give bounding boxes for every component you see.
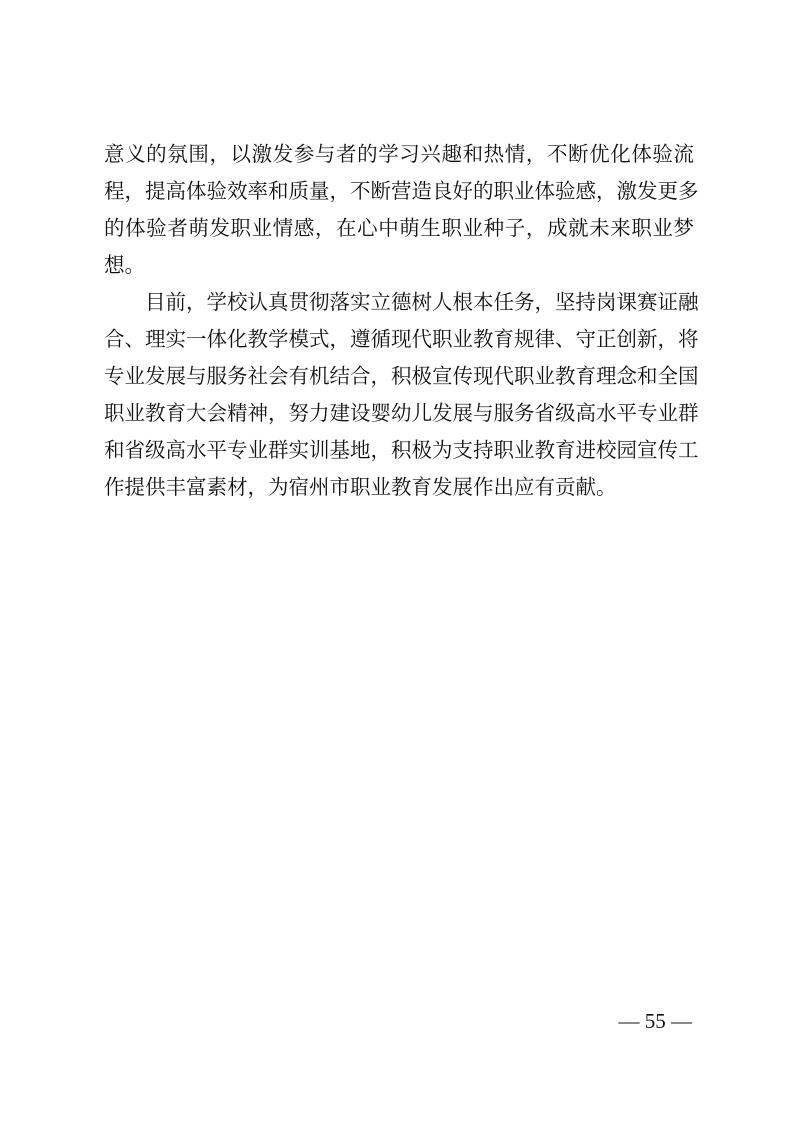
paragraph-1-line-4: 想。 xyxy=(104,253,145,277)
paragraph-1 xyxy=(104,136,699,284)
paragraph-2-line-2: 合、理实一体化教学模式，遵循现代职业教育规律、守正创新，将 xyxy=(104,327,699,351)
paragraph-2-line-1: 目前，学校认真贯彻落实立德树人根本任务，坚持岗课赛证融 xyxy=(145,290,699,314)
paragraph-2-line-4: 职业教育大会精神，努力建设婴幼儿发展与服务省级高水平专业群 xyxy=(104,401,699,425)
paragraph-2-line-3: 专业发展与服务社会有机结合，积极宣传现代职业教育理念和全国 xyxy=(104,364,699,388)
paragraph-1-line-2: 程，提高体验效率和质量，不断营造良好的职业体验感，激发更多 xyxy=(104,179,699,203)
page-number: — 55 — xyxy=(618,1009,692,1033)
paragraph-1-line-3: 的体验者萌发职业情感，在心中萌生职业种子，成就未来职业梦 xyxy=(104,216,694,240)
paragraph-2-line-5: 和省级高水平专业群实训基地，积极为支持职业教育进校园宣传工 xyxy=(104,438,699,462)
paragraph-2-line-6: 作提供丰富素材，为宿州市职业教育发展作出应有贡献。 xyxy=(104,475,617,499)
paragraph-1-line-1: 意义的氛围，以激发参与者的学习兴趣和热情，不断优化体验流 xyxy=(104,142,694,166)
paragraph-2 xyxy=(104,284,699,506)
body-text xyxy=(104,136,699,506)
